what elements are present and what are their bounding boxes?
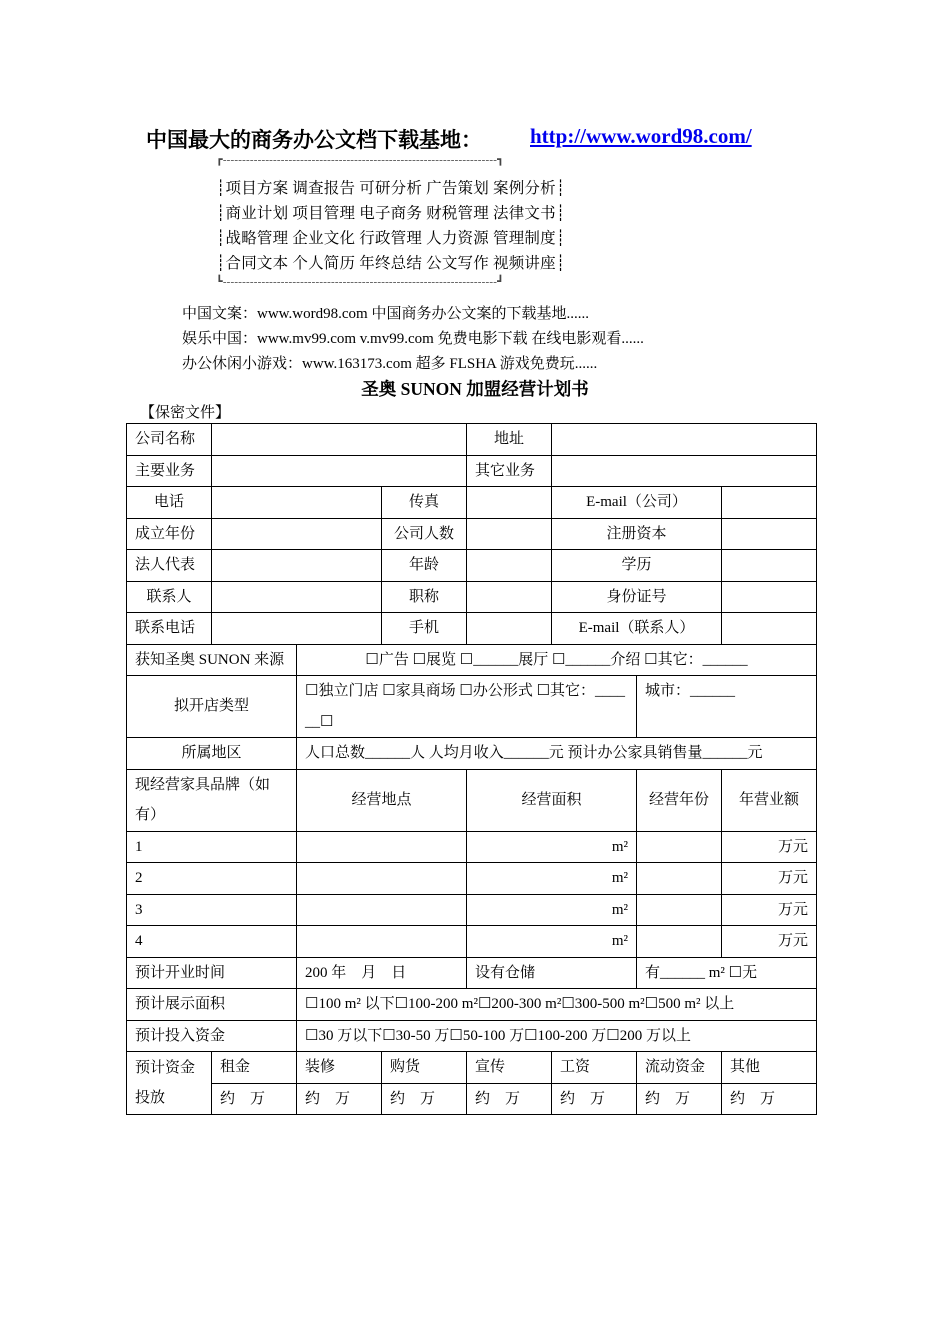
allocation-item: 其他 [722, 1052, 817, 1084]
link-desc: 超多 FLSHA 游戏免费玩...... [411, 356, 598, 372]
registered-capital-field[interactable] [722, 518, 817, 550]
allocation-amount[interactable]: 约 万 [467, 1083, 552, 1115]
brands-header: 现经营家具品牌（如有） [127, 769, 297, 831]
link-desc: 中国商务办公文案的下载基地...... [367, 306, 589, 322]
contact-phone-label: 联系电话 [127, 613, 212, 645]
investment-label: 预计投入资金 [127, 1020, 297, 1052]
brand-location-field[interactable] [297, 863, 467, 895]
location-header: 经营地点 [297, 769, 467, 831]
brand-area-unit[interactable]: m² [467, 863, 637, 895]
link-line-3 [182, 352, 597, 373]
brand-revenue-unit[interactable]: 万元 [722, 863, 817, 895]
fax-field[interactable] [467, 487, 552, 519]
email-contact-field[interactable] [722, 613, 817, 645]
brand-years-field[interactable] [637, 831, 722, 863]
region-value[interactable]: 人口总数______人 人均月收入______元 预计办公家具销售量______元 [297, 738, 817, 770]
region-label: 所属地区 [127, 738, 297, 770]
age-field[interactable] [467, 550, 552, 582]
address-field[interactable] [552, 424, 817, 456]
other-business-label: 其它业务 [467, 455, 552, 487]
box-row-4: ┊合同文本 个人简历 年终总结 公文写作 视频讲座┊ [216, 255, 566, 272]
brand-num: 4 [127, 926, 297, 958]
registered-capital-label: 注册资本 [552, 518, 722, 550]
box-row-1: ┊项目方案 调查报告 可研分析 广告策划 案例分析┊ [216, 180, 566, 197]
allocation-label: 预计资金投放 [127, 1052, 212, 1115]
header-title: 中国最大的商务办公文档下载基地： [146, 128, 482, 152]
allocation-amount[interactable]: 约 万 [212, 1083, 297, 1115]
allocation-item: 宣传 [467, 1052, 552, 1084]
years-header: 经营年份 [637, 769, 722, 831]
contact-field[interactable] [212, 581, 382, 613]
box-bottom-border: ┗-----------------------------------------------------------------------┛ [216, 276, 504, 288]
employees-label: 公司人数 [382, 518, 467, 550]
brand-num: 1 [127, 831, 297, 863]
mobile-field[interactable] [467, 613, 552, 645]
allocation-item: 工资 [552, 1052, 637, 1084]
link-line-1 [182, 302, 589, 323]
allocation-item: 租金 [212, 1052, 297, 1084]
link-url[interactable]: www.word98.com [257, 306, 368, 322]
link-url[interactable]: www.163173.com [302, 356, 412, 372]
id-number-field[interactable] [722, 581, 817, 613]
brand-revenue-unit[interactable]: 万元 [722, 894, 817, 926]
brand-years-field[interactable] [637, 926, 722, 958]
brand-location-field[interactable] [297, 926, 467, 958]
allocation-item: 流动资金 [637, 1052, 722, 1084]
other-business-field[interactable] [552, 455, 817, 487]
job-title-label: 职称 [382, 581, 467, 613]
main-business-field[interactable] [212, 455, 467, 487]
email-company-field[interactable] [722, 487, 817, 519]
brand-area-unit[interactable]: m² [467, 894, 637, 926]
phone-label: 电话 [127, 487, 212, 519]
store-type-options[interactable]: ☐独立门店 ☐家具商场 ☐办公形式 ☐其它：______☐ [297, 676, 637, 738]
box-row-2: ┊商业计划 项目管理 电子商务 财税管理 法律文书┊ [216, 205, 566, 222]
allocation-amount[interactable]: 约 万 [552, 1083, 637, 1115]
display-area-value[interactable]: ☐100 m² 以下☐100-200 m²☐200-300 m²☐300-500 m²☐500 m² 以上 [297, 989, 817, 1021]
document-title: 圣奥 SUNON 加盟经营计划书 [361, 379, 589, 399]
brand-years-field[interactable] [637, 863, 722, 895]
brand-num: 3 [127, 894, 297, 926]
area-header: 经营面积 [467, 769, 637, 831]
allocation-amount[interactable]: 约 万 [297, 1083, 382, 1115]
founded-year-field[interactable] [212, 518, 382, 550]
table-row [127, 926, 817, 958]
education-label: 学历 [552, 550, 722, 582]
company-name-label: 公司名称 [127, 424, 212, 456]
contact-phone-field[interactable] [212, 613, 382, 645]
main-business-label: 主要业务 [127, 455, 212, 487]
table-row [127, 894, 817, 926]
category-box [216, 153, 644, 291]
job-title-field[interactable] [467, 581, 552, 613]
warehouse-label: 设有仓储 [467, 957, 637, 989]
open-time-label: 预计开业时间 [127, 957, 297, 989]
brand-revenue-unit[interactable]: 万元 [722, 831, 817, 863]
id-number-label: 身份证号 [552, 581, 722, 613]
brand-location-field[interactable] [297, 894, 467, 926]
email-company-label: E-mail（公司） [552, 487, 722, 519]
confidential-label: 【保密文件】 [140, 405, 231, 421]
revenue-header: 年营业额 [722, 769, 817, 831]
table-row [127, 863, 817, 895]
allocation-item: 购货 [382, 1052, 467, 1084]
franchise-form-table [126, 423, 817, 1115]
link-line-2 [182, 327, 644, 348]
box-row-3: ┊战略管理 企业文化 行政管理 人力资源 管理制度┊ [216, 230, 566, 247]
phone-field[interactable] [212, 487, 382, 519]
education-field[interactable] [722, 550, 817, 582]
brand-area-unit[interactable]: m² [467, 831, 637, 863]
legal-rep-field[interactable] [212, 550, 382, 582]
contact-label: 联系人 [127, 581, 212, 613]
allocation-amount[interactable]: 约 万 [382, 1083, 467, 1115]
brand-years-field[interactable] [637, 894, 722, 926]
source-label: 获知圣奥 SUNON 来源 [127, 644, 297, 676]
link-url[interactable]: www.mv99.com v.mv99.com [257, 331, 434, 347]
mobile-label: 手机 [382, 613, 467, 645]
age-label: 年龄 [382, 550, 467, 582]
allocation-amount[interactable]: 约 万 [722, 1083, 817, 1115]
city-field[interactable]: 城市：______ [637, 676, 817, 738]
investment-value[interactable]: ☐30 万以下☐30-50 万☐50-100 万☐100-200 万☐200 万以上 [297, 1020, 817, 1052]
brand-num: 2 [127, 863, 297, 895]
allocation-item: 装修 [297, 1052, 382, 1084]
address-label: 地址 [467, 424, 552, 456]
header-link[interactable]: http://www.word98.com/ [530, 124, 752, 148]
founded-year-label: 成立年份 [127, 518, 212, 550]
link-desc: 免费电影下载 在线电影观看...... [433, 331, 644, 347]
link-label: 娱乐中国： [182, 331, 258, 347]
fax-label: 传真 [382, 487, 467, 519]
open-time-value[interactable]: 200 年 月 日 [297, 957, 467, 989]
brand-area-unit[interactable]: m² [467, 926, 637, 958]
link-label: 办公休闲小游戏： [182, 356, 303, 372]
source-options[interactable]: ☐广告 ☐展览 ☐______展厅 ☐______介绍 ☐其它：______ [297, 644, 817, 676]
brand-revenue-unit[interactable]: 万元 [722, 926, 817, 958]
display-area-label: 预计展示面积 [127, 989, 297, 1021]
allocation-amount[interactable]: 约 万 [637, 1083, 722, 1115]
legal-rep-label: 法人代表 [127, 550, 212, 582]
table-row [127, 831, 817, 863]
link-label: 中国文案： [182, 306, 258, 322]
email-contact-label: E-mail（联系人） [552, 613, 722, 645]
box-top-border: ┏-----------------------------------------------------------------------┓ [216, 154, 504, 166]
company-name-field[interactable] [212, 424, 467, 456]
employees-field[interactable] [467, 518, 552, 550]
warehouse-value[interactable]: 有______ m² ☐无 [637, 957, 817, 989]
store-type-label: 拟开店类型 [127, 676, 297, 738]
brand-location-field[interactable] [297, 831, 467, 863]
